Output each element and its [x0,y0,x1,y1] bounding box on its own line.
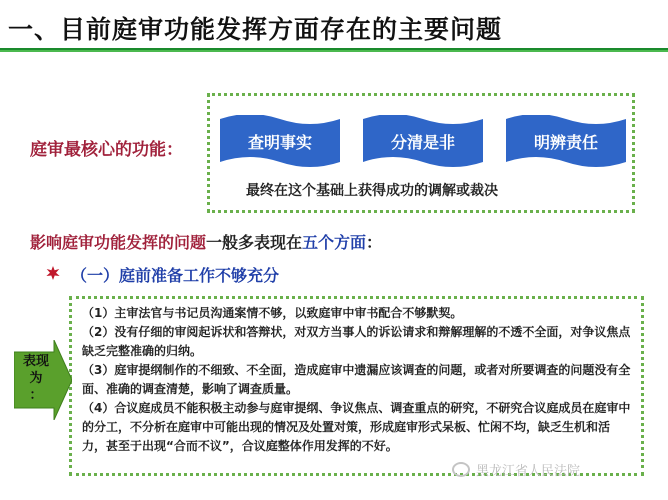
influence-text-3: 五个方面 [302,233,367,252]
function-label-right-wrong: 分清是非 [390,133,455,152]
influence-text-2: 一般多表现在 [206,233,303,252]
issue-item: （1）主审法官与书记员沟通案情不够，以致庭审中审书配合不够默契。 [82,306,463,320]
issue-item: （3）庭审提纲制作的不细致、不全面，造成庭审中遗漏应该调查的问题，或者对所要调查的问题没有全面、准确的调查清楚，影响了调查质量。 [82,363,631,396]
function-banner-liability [506,115,626,170]
watermark [452,460,580,479]
arrow-label-line: 为 [29,371,43,386]
starburst-bullet-icon [46,266,60,280]
wechat-icon [452,462,470,477]
core-functions-label: 庭审最核心的功能： [30,140,183,160]
function-label-liability: 明辨责任 [533,133,598,152]
title-underline [0,48,668,52]
issue-item: （4）合议庭成员不能积极主动参与庭审提纲、争议焦点、调查重点的研究，不研究合议庭成员在庭审中的分工，不分析在庭审中可能出现的情况及处置对策，形成庭审形式呆板、忙闲不均，缺乏生机和活力，甚至于出现“合而不议”，合议庭整体作用发挥的不好。 [82,401,631,453]
manifestation-arrow [14,340,72,420]
arrow-label [16,353,56,404]
core-functions-note: 最终在这个基础上获得成功的调解或裁决 [246,183,498,199]
influence-text-4: ： [366,233,383,252]
arrow-label-line: ： [29,388,43,403]
issue-item: （2）没有仔细的审阅起诉状和答辩状，对双方当事人的诉讼请求和辩解理解的不透不全面，对争议焦点缺乏完整准确的归纳。 [82,325,631,358]
issues-box [69,296,644,476]
section-heading: （一）庭前准备工作不够充分 [71,266,280,285]
influence-text-1: 影响庭审功能发挥的问题 [30,233,207,252]
slide-title: 一、目前庭审功能发挥方面存在的主要问题 [8,15,503,44]
function-banner-right-wrong [363,115,483,170]
influence-statement [30,230,382,253]
watermark-text: 黑龙江省人民法院 [476,464,581,479]
arrow-label-line: 表现 [22,354,49,369]
function-label-fact: 查明事实 [247,133,312,152]
function-banner-fact [220,115,340,170]
